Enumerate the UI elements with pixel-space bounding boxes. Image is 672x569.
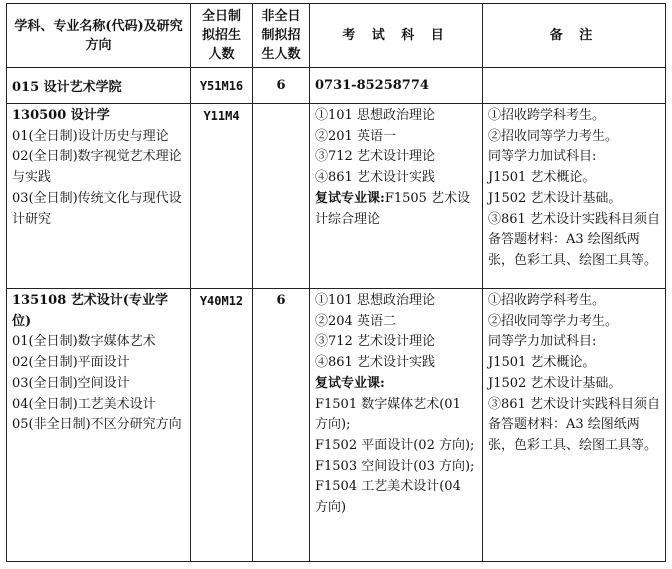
program1-exam-3: ③712 艺术设计理论 — [315, 149, 435, 165]
program1-exam-1: ①101 思想政治理论 — [315, 108, 435, 123]
program1-retest-label: 复试专业课: — [315, 190, 385, 206]
program1-note-1: ①招收跨学科考生。 — [488, 108, 606, 123]
program2-direction-4: 04(全日制)工艺美术设计 — [12, 396, 156, 412]
program1-exam-4: ④861 艺术设计实践 — [315, 170, 435, 186]
program2-notes — [483, 289, 666, 562]
program2-note-4: J1501 艺术概论。 — [488, 355, 596, 371]
program2-code: Y40M12 — [191, 289, 253, 562]
program1-exams — [310, 104, 483, 289]
program1-note-4: J1501 艺术概论。 — [488, 170, 596, 186]
program1-info — [7, 104, 191, 289]
program2-direction-5: 05(非全日制)不区分研究方向 — [12, 417, 182, 433]
program2-exam-2: ②204 英语二 — [315, 313, 396, 329]
program2-retest-1: F1501 数字媒体艺术(01 方向); — [315, 396, 461, 433]
college-phone: 0731-85258774 — [310, 68, 483, 104]
program2-parttime: 6 — [253, 289, 310, 562]
program2-exams — [310, 289, 483, 562]
program1-note-2: ②招收同等学力考生。 — [488, 128, 619, 144]
program2-retest-4: F1504 工艺美术设计(04 方向) — [315, 479, 461, 516]
header-subject: 学科、专业名称(代码)及研究方向 — [7, 4, 191, 68]
program1-title: 130500 设计学 — [12, 108, 110, 123]
program2-note-5: J1502 艺术设计基础。 — [488, 375, 622, 391]
program1-parttime — [253, 104, 310, 289]
program2-direction-3: 03(全日制)空间设计 — [12, 375, 130, 391]
program1-note-6: ③861 艺术设计实践科目须自备答题材料：A3 绘图纸两张，色彩工具、绘图工具等。 — [488, 211, 660, 268]
college-code: Y51M16 — [191, 68, 253, 104]
college-name: 015 设计艺术学院 — [7, 68, 191, 104]
program2-note-3: 同等学力加试科目: — [488, 334, 597, 350]
program1-note-3: 同等学力加试科目: — [488, 149, 597, 165]
program2-note-6: ③861 艺术设计实践科目须自备答题材料：A3 绘图纸两张，色彩工具、绘图工具等。 — [488, 396, 660, 453]
program2-direction-2: 02(全日制)平面设计 — [12, 355, 130, 371]
enrollment-table — [6, 3, 666, 562]
program2-retest-3: F1503 空间设计(03 方向); — [315, 458, 475, 474]
program1-code: Y11M4 — [191, 104, 253, 289]
program1-direction-2: 02(全日制)数字视觉艺术理论与实践 — [12, 149, 182, 186]
program1-exam-2: ②201 英语一 — [315, 128, 396, 144]
college-row — [7, 68, 666, 104]
program2-retest-2: F1502 平面设计(02 方向); — [315, 437, 475, 453]
program2-exam-4: ④861 艺术设计实践 — [315, 355, 435, 371]
program2-exam-3: ③712 艺术设计理论 — [315, 334, 435, 350]
program2-exam-1: ①101 思想政治理论 — [315, 293, 435, 308]
college-notes-empty — [483, 68, 666, 104]
college-parttime: 6 — [253, 68, 310, 104]
header-parttime: 非全日制拟招生人数 — [253, 4, 310, 68]
header-fulltime: 全日制拟招生人数 — [191, 4, 253, 68]
program1-note-5: J1502 艺术设计基础。 — [488, 190, 622, 206]
program1-direction-1: 01(全日制)设计历史与理论 — [12, 128, 169, 144]
program1-retest-text: F1505 艺术设计综合理论 — [315, 190, 471, 227]
program2-note-2: ②招收同等学力考生。 — [488, 313, 619, 329]
program-row-1 — [7, 104, 666, 289]
program1-notes — [483, 104, 666, 289]
program2-retest-label: 复试专业课: — [315, 375, 385, 391]
program2-note-1: ①招收跨学科考生。 — [488, 293, 606, 308]
header-notes: 备 注 — [483, 4, 666, 68]
program2-info — [7, 289, 191, 562]
header-exams: 考 试 科 目 — [310, 4, 483, 68]
program1-direction-3: 03(全日制)传统文化与现代设计研究 — [12, 190, 182, 227]
program-row-2 — [7, 289, 666, 562]
header-row — [7, 4, 666, 68]
program2-title: 135108 艺术设计(专业学位) — [12, 293, 168, 329]
program2-direction-1: 01(全日制)数字媒体艺术 — [12, 334, 156, 350]
